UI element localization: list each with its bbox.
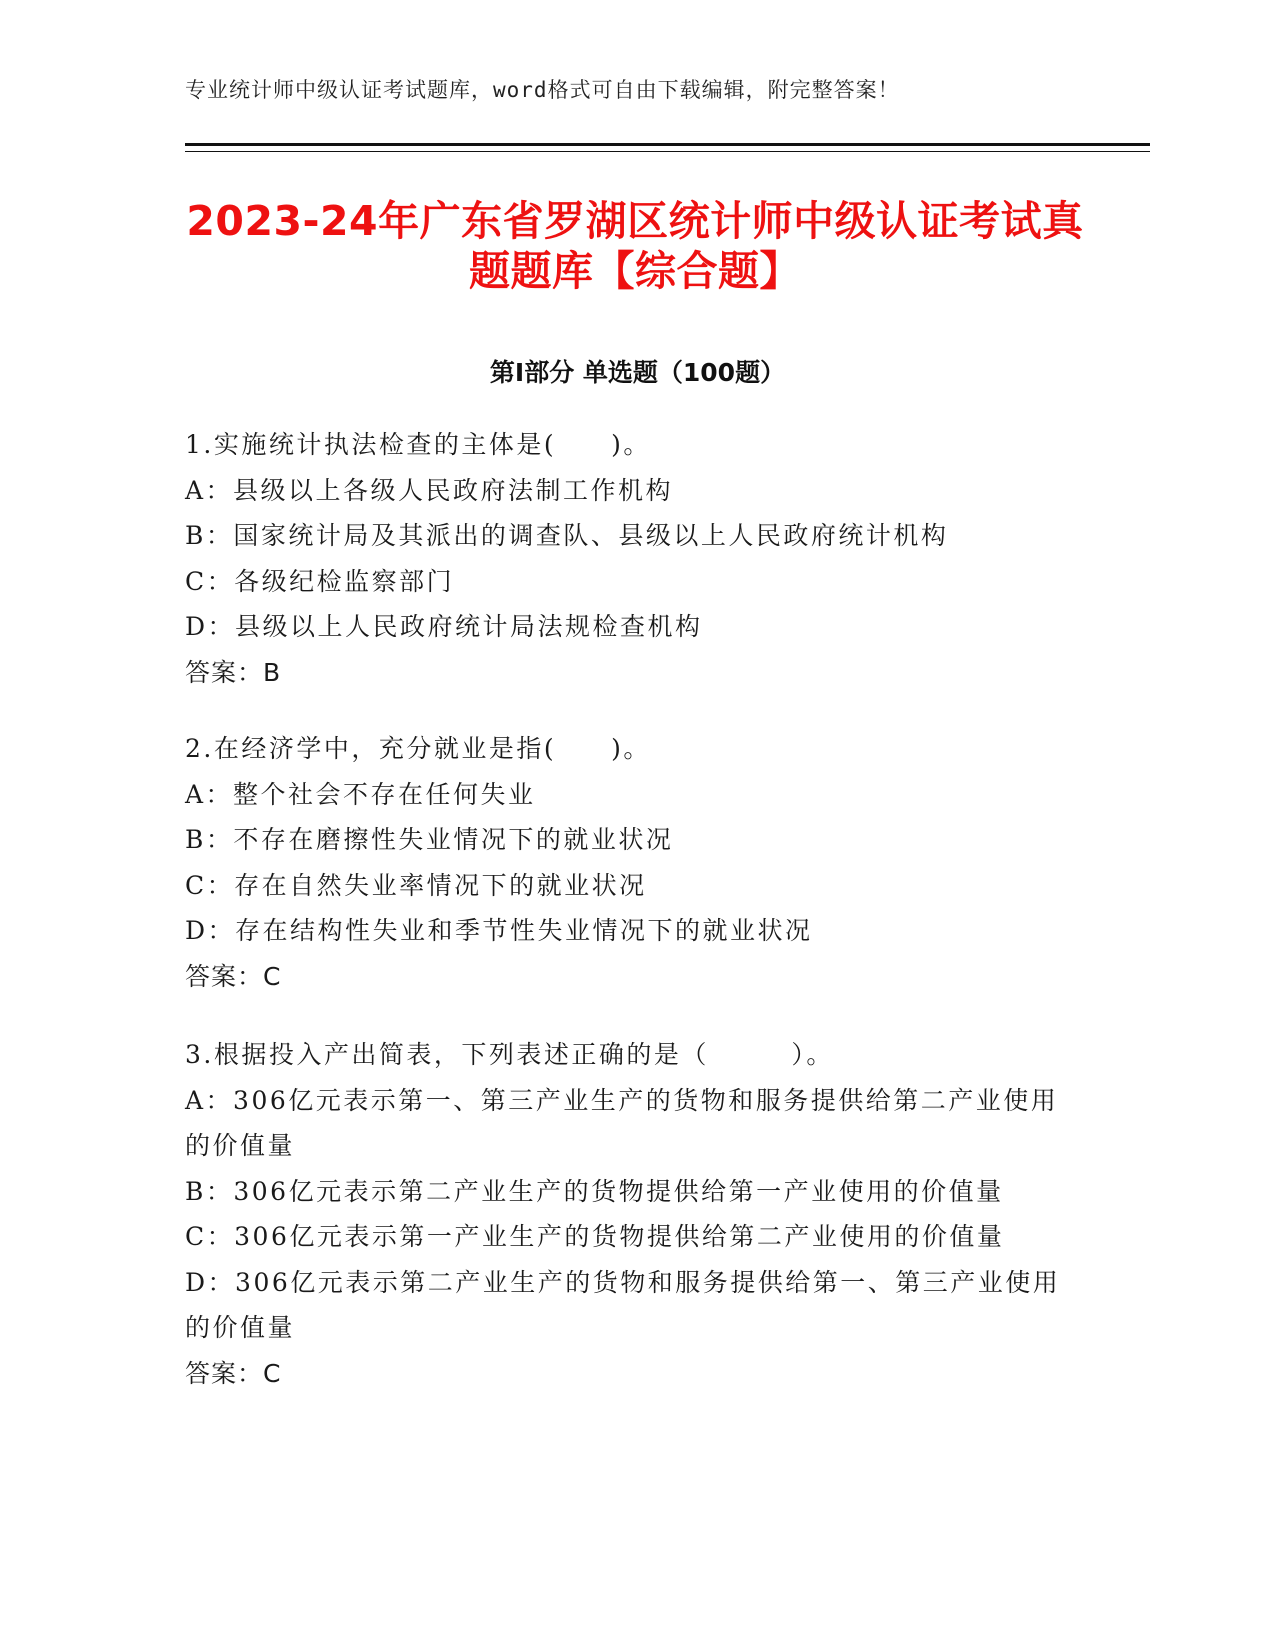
- question-stem: 3.根据投入产出简表，下列表述正确的是（ ）。: [185, 1040, 834, 1069]
- option-b: B：国家统计局及其派出的调查队、县级以上人民政府统计机构: [185, 521, 949, 550]
- option-d: D：存在结构性失业和季节性失业情况下的就业状况: [185, 916, 813, 945]
- header-note: 专业统计师中级认证考试题库，word格式可自由下载编辑，附完整答案！: [185, 78, 900, 102]
- option-a: A：县级以上各级人民政府法制工作机构: [185, 475, 674, 505]
- answer-label: 答案：C: [185, 1358, 282, 1388]
- question-3: [185, 1032, 1065, 1396]
- option-c: C：存在自然失业率情况下的就业状况: [185, 870, 647, 900]
- option-c: C：306亿元表示第一产业生产的货物提供给第二产业使用的价值量: [185, 1222, 1005, 1251]
- section-heading: 第Ⅰ部分 单选题（100题）: [489, 358, 786, 387]
- option-b: B：不存在磨擦性失业情况下的就业状况: [185, 825, 674, 854]
- option-b: B：306亿元表示第二产业生产的货物提供给第一产业使用的价值量: [185, 1176, 1004, 1206]
- question-1: [185, 422, 1065, 695]
- option-a: A：整个社会不存在任何失业: [185, 779, 536, 809]
- answer-label: 答案：C: [185, 961, 282, 991]
- question-stem: 2.在经济学中，充分就业是指( )。: [185, 734, 651, 763]
- answer-label: 答案：B: [185, 657, 282, 687]
- document-title: 2023-24年广东省罗湖区统计师中级认证考试真题题库【综合题】: [186, 197, 1084, 295]
- option-c: C：各级纪检监察部门: [185, 566, 455, 596]
- option-a: A：306亿元表示第一、第三产业生产的货物和服务提供给第二产业使用的价值量: [185, 1085, 1059, 1160]
- option-d: D：306亿元表示第二产业生产的货物和服务提供给第一、第三产业使用的价值量: [185, 1267, 1061, 1342]
- header-rule-thin: [185, 151, 1150, 152]
- question-stem: 1.实施统计执法检查的主体是( )。: [185, 430, 651, 459]
- option-d: D：县级以上人民政府统计局法规检查机构: [185, 612, 703, 641]
- question-2: [185, 726, 1065, 999]
- header-rule-thick: [185, 143, 1150, 146]
